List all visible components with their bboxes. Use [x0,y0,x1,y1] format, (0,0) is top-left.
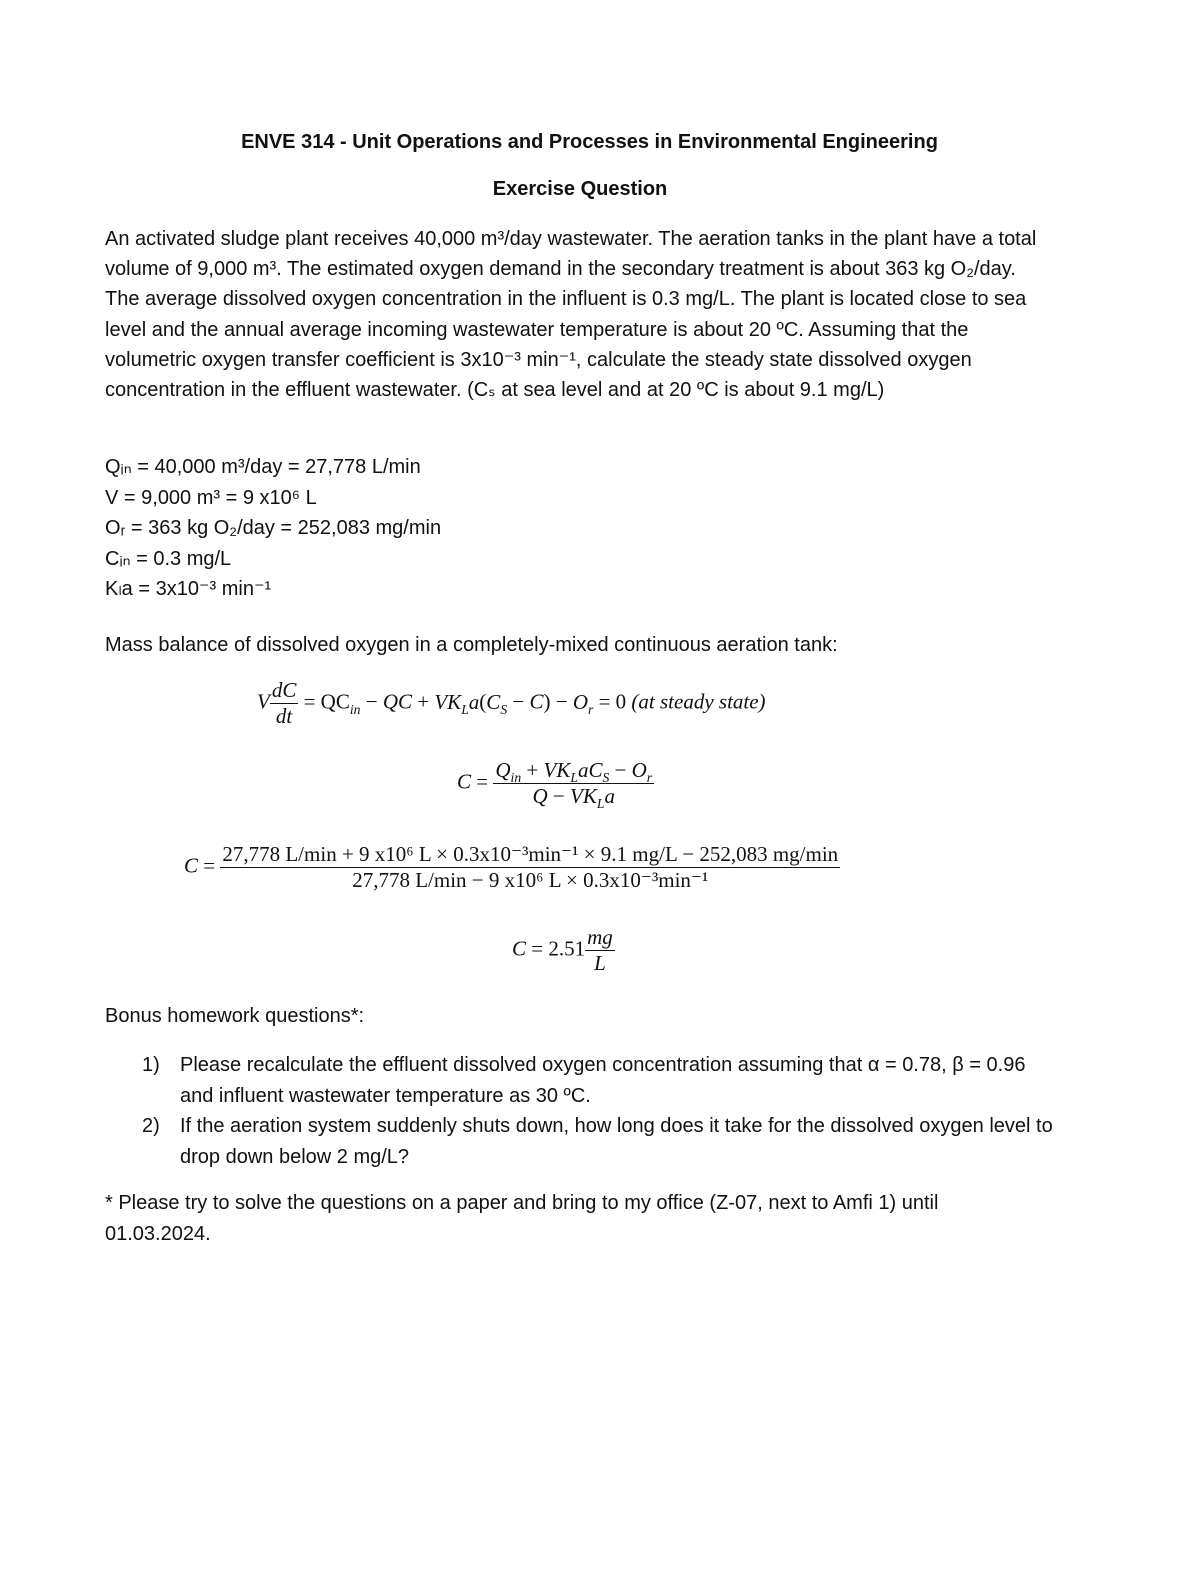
problem-statement: An activated sludge plant receives 40,000 m³/day wastewater. The aeration tanks in the plant have a total volume of 9,000 m³. The estimated oxygen demand in the secondary treatment is about 363 kg O₂/day. The average dissolved oxygen concentration in the influent is 0.3 mg/L. The plant is located close to sea level and the annual average incoming wastewater temperature is about 20 ºC. Assuming that the volumetric oxygen transfer coefficient is 3x10⁻³ min⁻¹, calculate the steady state dissolved oxygen concentration in the effluent wastewater. (Cₛ at sea level and at 20 ºC is about 9.1 mg/L) [105,228,1037,402]
given-volume: V = 9,000 m³ = 9 x10⁶ L [105,486,317,509]
eq1-rhs: = QC [303,689,350,714]
eq1-tail: (at steady state) [631,689,766,714]
result-equation: C = 2.51 $\frac{mg}{L}$ [512,925,613,976]
course-title: ENVE 314 - Unit Operations and Processes in Environmental Engineering [241,131,938,153]
question-number: 1) [142,1054,160,1076]
question-text: Please recalculate the effluent dissolved oxygen concentration assuming that α = 0.78, β = 0.96 and influent wastewater temperature as 30 ºC. [180,1054,1026,1107]
numeric-substitution: C = 27,778 L/min + 9 x10⁶ L × 0.3x10⁻³min⁻¹ × 9.1 mg/L − 252,083 mg/min 27,778 L/min − 9 x10⁶ L × 0.3x10⁻³min⁻¹ [184,842,839,893]
exercise-subtitle: Exercise Question [492,178,668,200]
result-value: 2.51 [548,936,586,961]
mass-balance-equation: V $\frac{dC}{dt}$ = $QC_{in}$ − QC + $VK_La(C_S - C) - O_r = 0$ (at steady state) [257,678,766,729]
mass-balance-label: Mass balance of dissolved oxygen in a completely-mixed continuous aeration tank: [105,634,838,656]
given-kla: Kₗa = 3x10⁻³ min⁻¹ [105,578,272,600]
eq3-denominator: 27,778 L/min − 9 x10⁶ L × 0.3x10⁻³min⁻¹ [352,868,709,893]
solution-formula: C = $\frac{Q_{in} + VK_LaC_S - O_r}{Q - VK_La}$ [457,758,653,812]
given-values [105,452,441,605]
bonus-heading: Bonus homework questions*: [105,1005,365,1027]
question-number: 2) [142,1115,160,1137]
eq3-numerator: 27,778 L/min + 9 x10⁶ L × 0.3x10⁻³min⁻¹ × 9.1 mg/L − 252,083 mg/min [220,842,840,868]
given-influent-do: Cᵢₙ = 0.3 mg/L [105,547,232,570]
given-oxygen-demand: Oᵣ = 363 kg O₂/day = 252,083 mg/min [105,517,442,539]
footnote: * Please try to solve the questions on a paper and bring to my office (Z-07, next to Amfi 1) until 01.03.2024. [105,1192,939,1245]
question-text: If the aeration system suddenly shuts down, how long does it take for the dissolved oxygen level to drop down below 2 mg/L? [180,1115,1053,1168]
given-flow: Qᵢₙ = 40,000 m³/day = 27,778 L/min [105,456,421,478]
